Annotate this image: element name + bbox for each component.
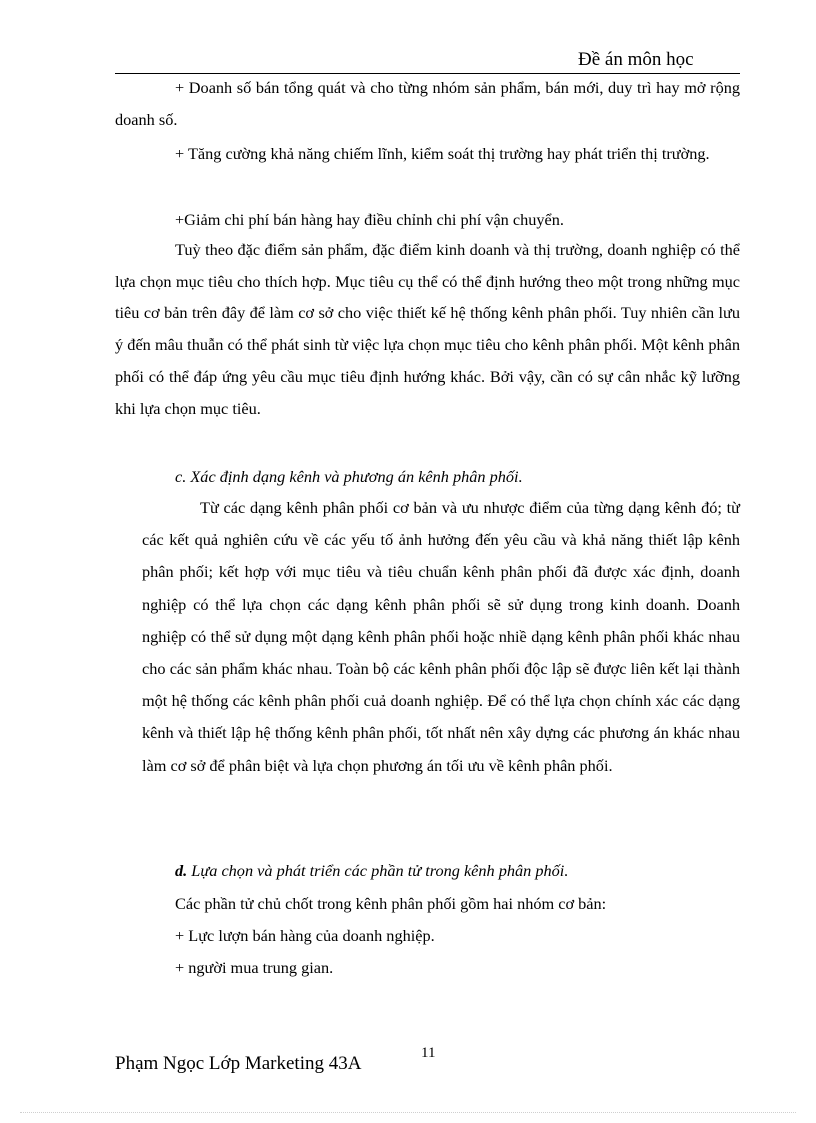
footer-author: Phạm Ngọc Lớp Marketing 43A	[115, 1053, 362, 1074]
paragraph-objective-selection: Tuỳ theo đặc điểm sản phẩm, đặc điểm kinh doanh và thị trường, doanh nghiệp có thể lựa chọn mục tiêu cho thích hợp. Mục tiêu cụ thể có thể định hướng theo một trong những mục tiêu cơ bản trên đây để làm cơ sở cho việc thiết kế hệ thống kênh phân phối. Tuy nhiên cần lưu ý đến mâu thuẫn có thể phát sinh từ việc lựa chọn mục tiêu cho kênh phân phối. Một kênh phân phối có thể đáp ứng yêu cầu mục tiêu định hướng khác. Bởi vậy, cần có sự cân nhắc kỹ lưỡng khi lựa chọn mục tiêu.	[115, 240, 740, 418]
heading-section-d	[175, 859, 568, 883]
paragraph-key-elements: Các phần tử chủ chốt trong kênh phân phối gồm hai nhóm cơ bản:	[175, 894, 607, 913]
paragraph-sales-force: + Lực lượn bán hàng của doanh nghiệp.	[175, 926, 435, 945]
heading-section-c: c. Xác định dạng kênh và phương án kênh phân phối.	[175, 467, 523, 486]
paragraph-intermediaries: + người mua trung gian.	[175, 958, 334, 977]
paragraph-sales-target: + Doanh số bán tổng quát và cho từng nhóm sản phẩm, bán mới, duy trì hay mở rộng doanh số.	[115, 78, 740, 129]
page-header-title: Đề án môn học	[578, 49, 694, 70]
heading-section-d-text: Lựa chọn và phát triển các phần tử trong kênh phân phối.	[191, 861, 569, 880]
paragraph-market-control: + Tăng cường khả năng chiếm lĩnh, kiểm soát thị trường hay phát triển thị trường.	[175, 144, 710, 163]
bottom-dotted-border	[20, 1112, 796, 1113]
page-number: 11	[421, 1045, 436, 1061]
heading-section-d-letter: d.	[175, 861, 188, 880]
paragraph-channel-types: Từ các dạng kênh phân phối cơ bản và ưu nhược điểm của từng dạng kênh đó; từ các kết quả nghiên cứu về các yếu tố ảnh hưởng đến yêu cầu và khả năng thiết lập kênh phân phối; kết hợp với mục tiêu và tiêu chuẩn kênh phân phối đã được xác định, doanh nghiệp có thể lựa chọn các dạng kênh phân phối sẽ sử dụng trong kinh doanh. Doanh nghiệp có thể sử dụng một dạng kênh phân phối hoặc nhiề dạng kênh phân phối khác nhau cho các sản phẩm khác nhau. Toàn bộ các kênh phân phối độc lập sẽ được liên kết lại thành một hệ thống các kênh phân phối cuả doanh nghiệp. Để có thể lựa chọn chính xác các dạng kênh và thiết lập hệ thống kênh phân phối, tốt nhất nên xây dựng các phương án khác nhau làm cơ sở để phân biệt và lựa chọn phương án tối ưu về kênh phân phối.	[142, 498, 740, 775]
paragraph-reduce-costs: +Giảm chi phí bán hàng hay điều chỉnh chi phí vận chuyển.	[175, 210, 564, 229]
